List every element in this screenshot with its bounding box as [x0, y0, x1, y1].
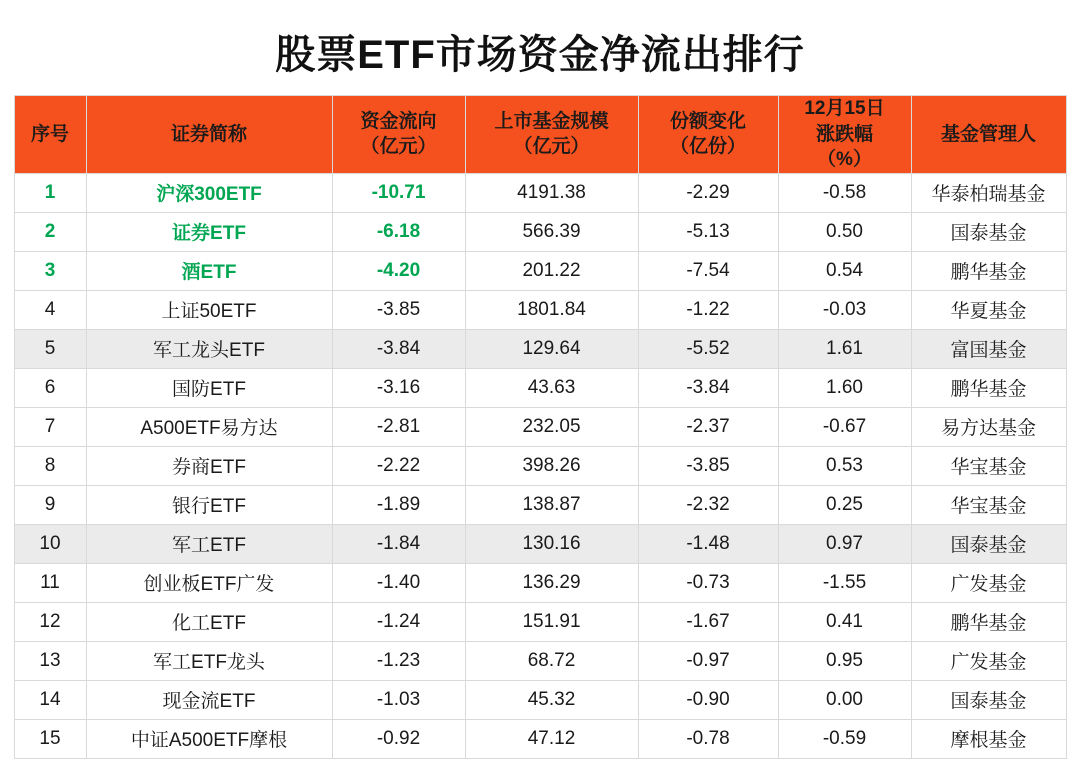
cell-rank: 11 — [14, 563, 86, 602]
column-header-line: 份额变化 — [669, 110, 746, 132]
cell-share-change: -0.97 — [638, 641, 778, 680]
column-header-line: 涨跌幅 — [815, 123, 873, 145]
cell-rank: 8 — [14, 446, 86, 485]
cell-fund-flow: -4.20 — [332, 251, 465, 290]
cell-security-name: 沪深300ETF — [86, 173, 332, 212]
column-header-security-name — [86, 96, 332, 174]
cell-fund-scale: 136.29 — [465, 563, 638, 602]
cell-share-change: -0.78 — [638, 719, 778, 758]
table-row[interactable] — [14, 212, 1066, 251]
cell-fund-flow: -0.92 — [332, 719, 465, 758]
cell-rank: 2 — [14, 212, 86, 251]
column-header-line: 12月15日 — [804, 98, 885, 119]
table-row[interactable] — [14, 719, 1066, 758]
cell-security-name: 军工ETF龙头 — [86, 641, 332, 680]
cell-fund-flow: -3.16 — [332, 368, 465, 407]
cell-daily-change: 0.95 — [778, 641, 911, 680]
cell-security-name: 中证A500ETF摩根 — [86, 719, 332, 758]
cell-fund-manager: 广发基金 — [911, 641, 1066, 680]
column-header-line: 证券简称 — [170, 123, 247, 145]
cell-fund-manager: 易方达基金 — [911, 407, 1066, 446]
cell-fund-flow: -1.23 — [332, 641, 465, 680]
page-title: 股票ETF市场资金净流出排行 — [275, 33, 805, 77]
table-row[interactable] — [14, 251, 1066, 290]
cell-share-change: -1.22 — [638, 290, 778, 329]
cell-security-name: 军工龙头ETF — [86, 329, 332, 368]
cell-fund-scale: 232.05 — [465, 407, 638, 446]
cell-fund-manager: 广发基金 — [911, 563, 1066, 602]
etf-ranking-table — [14, 95, 1067, 759]
cell-fund-scale: 151.91 — [465, 602, 638, 641]
cell-share-change: -2.32 — [638, 485, 778, 524]
cell-fund-flow: -1.03 — [332, 680, 465, 719]
cell-rank: 14 — [14, 680, 86, 719]
cell-fund-manager: 鹏华基金 — [911, 602, 1066, 641]
cell-fund-manager: 鹏华基金 — [911, 251, 1066, 290]
cell-share-change: -3.84 — [638, 368, 778, 407]
column-header-line: （亿元） — [360, 136, 437, 158]
cell-share-change: -5.52 — [638, 329, 778, 368]
column-header-line: 序号 — [30, 123, 69, 145]
cell-fund-manager: 华夏基金 — [911, 290, 1066, 329]
cell-rank: 6 — [14, 368, 86, 407]
cell-fund-manager: 鹏华基金 — [911, 368, 1066, 407]
cell-daily-change: 0.97 — [778, 524, 911, 563]
cell-fund-scale: 129.64 — [465, 329, 638, 368]
column-header-line: （亿份） — [669, 136, 746, 158]
cell-fund-flow: -1.40 — [332, 563, 465, 602]
table-row[interactable] — [14, 368, 1066, 407]
cell-fund-flow: -2.81 — [332, 407, 465, 446]
cell-rank: 3 — [14, 251, 86, 290]
column-header-line: 基金管理人 — [940, 123, 1036, 145]
cell-share-change: -1.48 — [638, 524, 778, 563]
cell-rank: 9 — [14, 485, 86, 524]
cell-fund-flow: -3.85 — [332, 290, 465, 329]
table-row[interactable] — [14, 407, 1066, 446]
cell-fund-flow: -10.71 — [332, 173, 465, 212]
cell-fund-manager: 国泰基金 — [911, 524, 1066, 563]
column-header-share-change — [638, 96, 778, 174]
cell-share-change: -0.73 — [638, 563, 778, 602]
column-header-line: 资金流向 — [360, 110, 437, 132]
cell-rank: 1 — [14, 173, 86, 212]
table-header — [14, 96, 1066, 174]
cell-share-change: -2.37 — [638, 407, 778, 446]
table-row[interactable] — [14, 602, 1066, 641]
cell-security-name: 化工ETF — [86, 602, 332, 641]
cell-daily-change: -0.59 — [778, 719, 911, 758]
cell-fund-scale: 398.26 — [465, 446, 638, 485]
cell-security-name: 证券ETF — [86, 212, 332, 251]
cell-fund-manager: 富国基金 — [911, 329, 1066, 368]
cell-fund-flow: -2.22 — [332, 446, 465, 485]
cell-fund-flow: -3.84 — [332, 329, 465, 368]
cell-fund-scale: 201.22 — [465, 251, 638, 290]
column-header-line: （%） — [817, 149, 872, 171]
cell-daily-change: 0.25 — [778, 485, 911, 524]
cell-fund-scale: 68.72 — [465, 641, 638, 680]
cell-security-name: 银行ETF — [86, 485, 332, 524]
table-row[interactable] — [14, 680, 1066, 719]
column-header-daily-change — [778, 96, 911, 174]
cell-rank: 12 — [14, 602, 86, 641]
cell-rank: 10 — [14, 524, 86, 563]
cell-fund-flow: -6.18 — [332, 212, 465, 251]
cell-fund-flow: -1.24 — [332, 602, 465, 641]
cell-security-name: 上证50ETF — [86, 290, 332, 329]
cell-security-name: 创业板ETF广发 — [86, 563, 332, 602]
cell-daily-change: -1.55 — [778, 563, 911, 602]
cell-security-name: 酒ETF — [86, 251, 332, 290]
cell-rank: 15 — [14, 719, 86, 758]
table-row[interactable] — [14, 485, 1066, 524]
cell-fund-flow: -1.84 — [332, 524, 465, 563]
cell-daily-change: 0.53 — [778, 446, 911, 485]
cell-rank: 13 — [14, 641, 86, 680]
cell-daily-change: 0.41 — [778, 602, 911, 641]
cell-fund-manager: 华宝基金 — [911, 446, 1066, 485]
cell-daily-change: 0.54 — [778, 251, 911, 290]
cell-daily-change: -0.58 — [778, 173, 911, 212]
cell-share-change: -7.54 — [638, 251, 778, 290]
cell-fund-manager: 国泰基金 — [911, 212, 1066, 251]
column-header-rank — [14, 96, 86, 174]
table-row[interactable] — [14, 641, 1066, 680]
cell-fund-scale: 130.16 — [465, 524, 638, 563]
cell-daily-change: 0.50 — [778, 212, 911, 251]
cell-fund-scale: 45.32 — [465, 680, 638, 719]
table-body — [14, 173, 1066, 758]
cell-fund-manager: 华宝基金 — [911, 485, 1066, 524]
column-header-fund-manager — [911, 96, 1066, 174]
cell-security-name: 券商ETF — [86, 446, 332, 485]
cell-share-change: -3.85 — [638, 446, 778, 485]
cell-security-name: 国防ETF — [86, 368, 332, 407]
cell-fund-scale: 4191.38 — [465, 173, 638, 212]
cell-fund-manager: 摩根基金 — [911, 719, 1066, 758]
table-row[interactable] — [14, 563, 1066, 602]
cell-rank: 7 — [14, 407, 86, 446]
cell-fund-scale: 43.63 — [465, 368, 638, 407]
cell-fund-scale: 1801.84 — [465, 290, 638, 329]
cell-fund-scale: 47.12 — [465, 719, 638, 758]
column-header-fund-scale — [465, 96, 638, 174]
column-header-line: （亿元） — [513, 136, 590, 158]
cell-security-name: 军工ETF — [86, 524, 332, 563]
cell-daily-change: 0.00 — [778, 680, 911, 719]
cell-rank: 4 — [14, 290, 86, 329]
cell-daily-change: 1.60 — [778, 368, 911, 407]
column-header-fund-flow — [332, 96, 465, 174]
table-row[interactable] — [14, 173, 1066, 212]
cell-share-change: -1.67 — [638, 602, 778, 641]
cell-security-name: 现金流ETF — [86, 680, 332, 719]
cell-share-change: -2.29 — [638, 173, 778, 212]
cell-fund-flow: -1.89 — [332, 485, 465, 524]
table-row[interactable] — [14, 524, 1066, 563]
cell-daily-change: -0.67 — [778, 407, 911, 446]
cell-fund-manager: 华泰柏瑞基金 — [911, 173, 1066, 212]
table-row[interactable] — [14, 446, 1066, 485]
cell-security-name: A500ETF易方达 — [86, 407, 332, 446]
cell-fund-manager: 国泰基金 — [911, 680, 1066, 719]
table-row[interactable] — [14, 329, 1066, 368]
table-header-row — [14, 96, 1066, 174]
cell-fund-scale: 566.39 — [465, 212, 638, 251]
cell-share-change: -0.90 — [638, 680, 778, 719]
cell-rank: 5 — [14, 329, 86, 368]
cell-daily-change: 1.61 — [778, 329, 911, 368]
cell-fund-scale: 138.87 — [465, 485, 638, 524]
table-row[interactable] — [14, 290, 1066, 329]
column-header-line: 上市基金规模 — [494, 110, 609, 132]
cell-daily-change: -0.03 — [778, 290, 911, 329]
cell-share-change: -5.13 — [638, 212, 778, 251]
